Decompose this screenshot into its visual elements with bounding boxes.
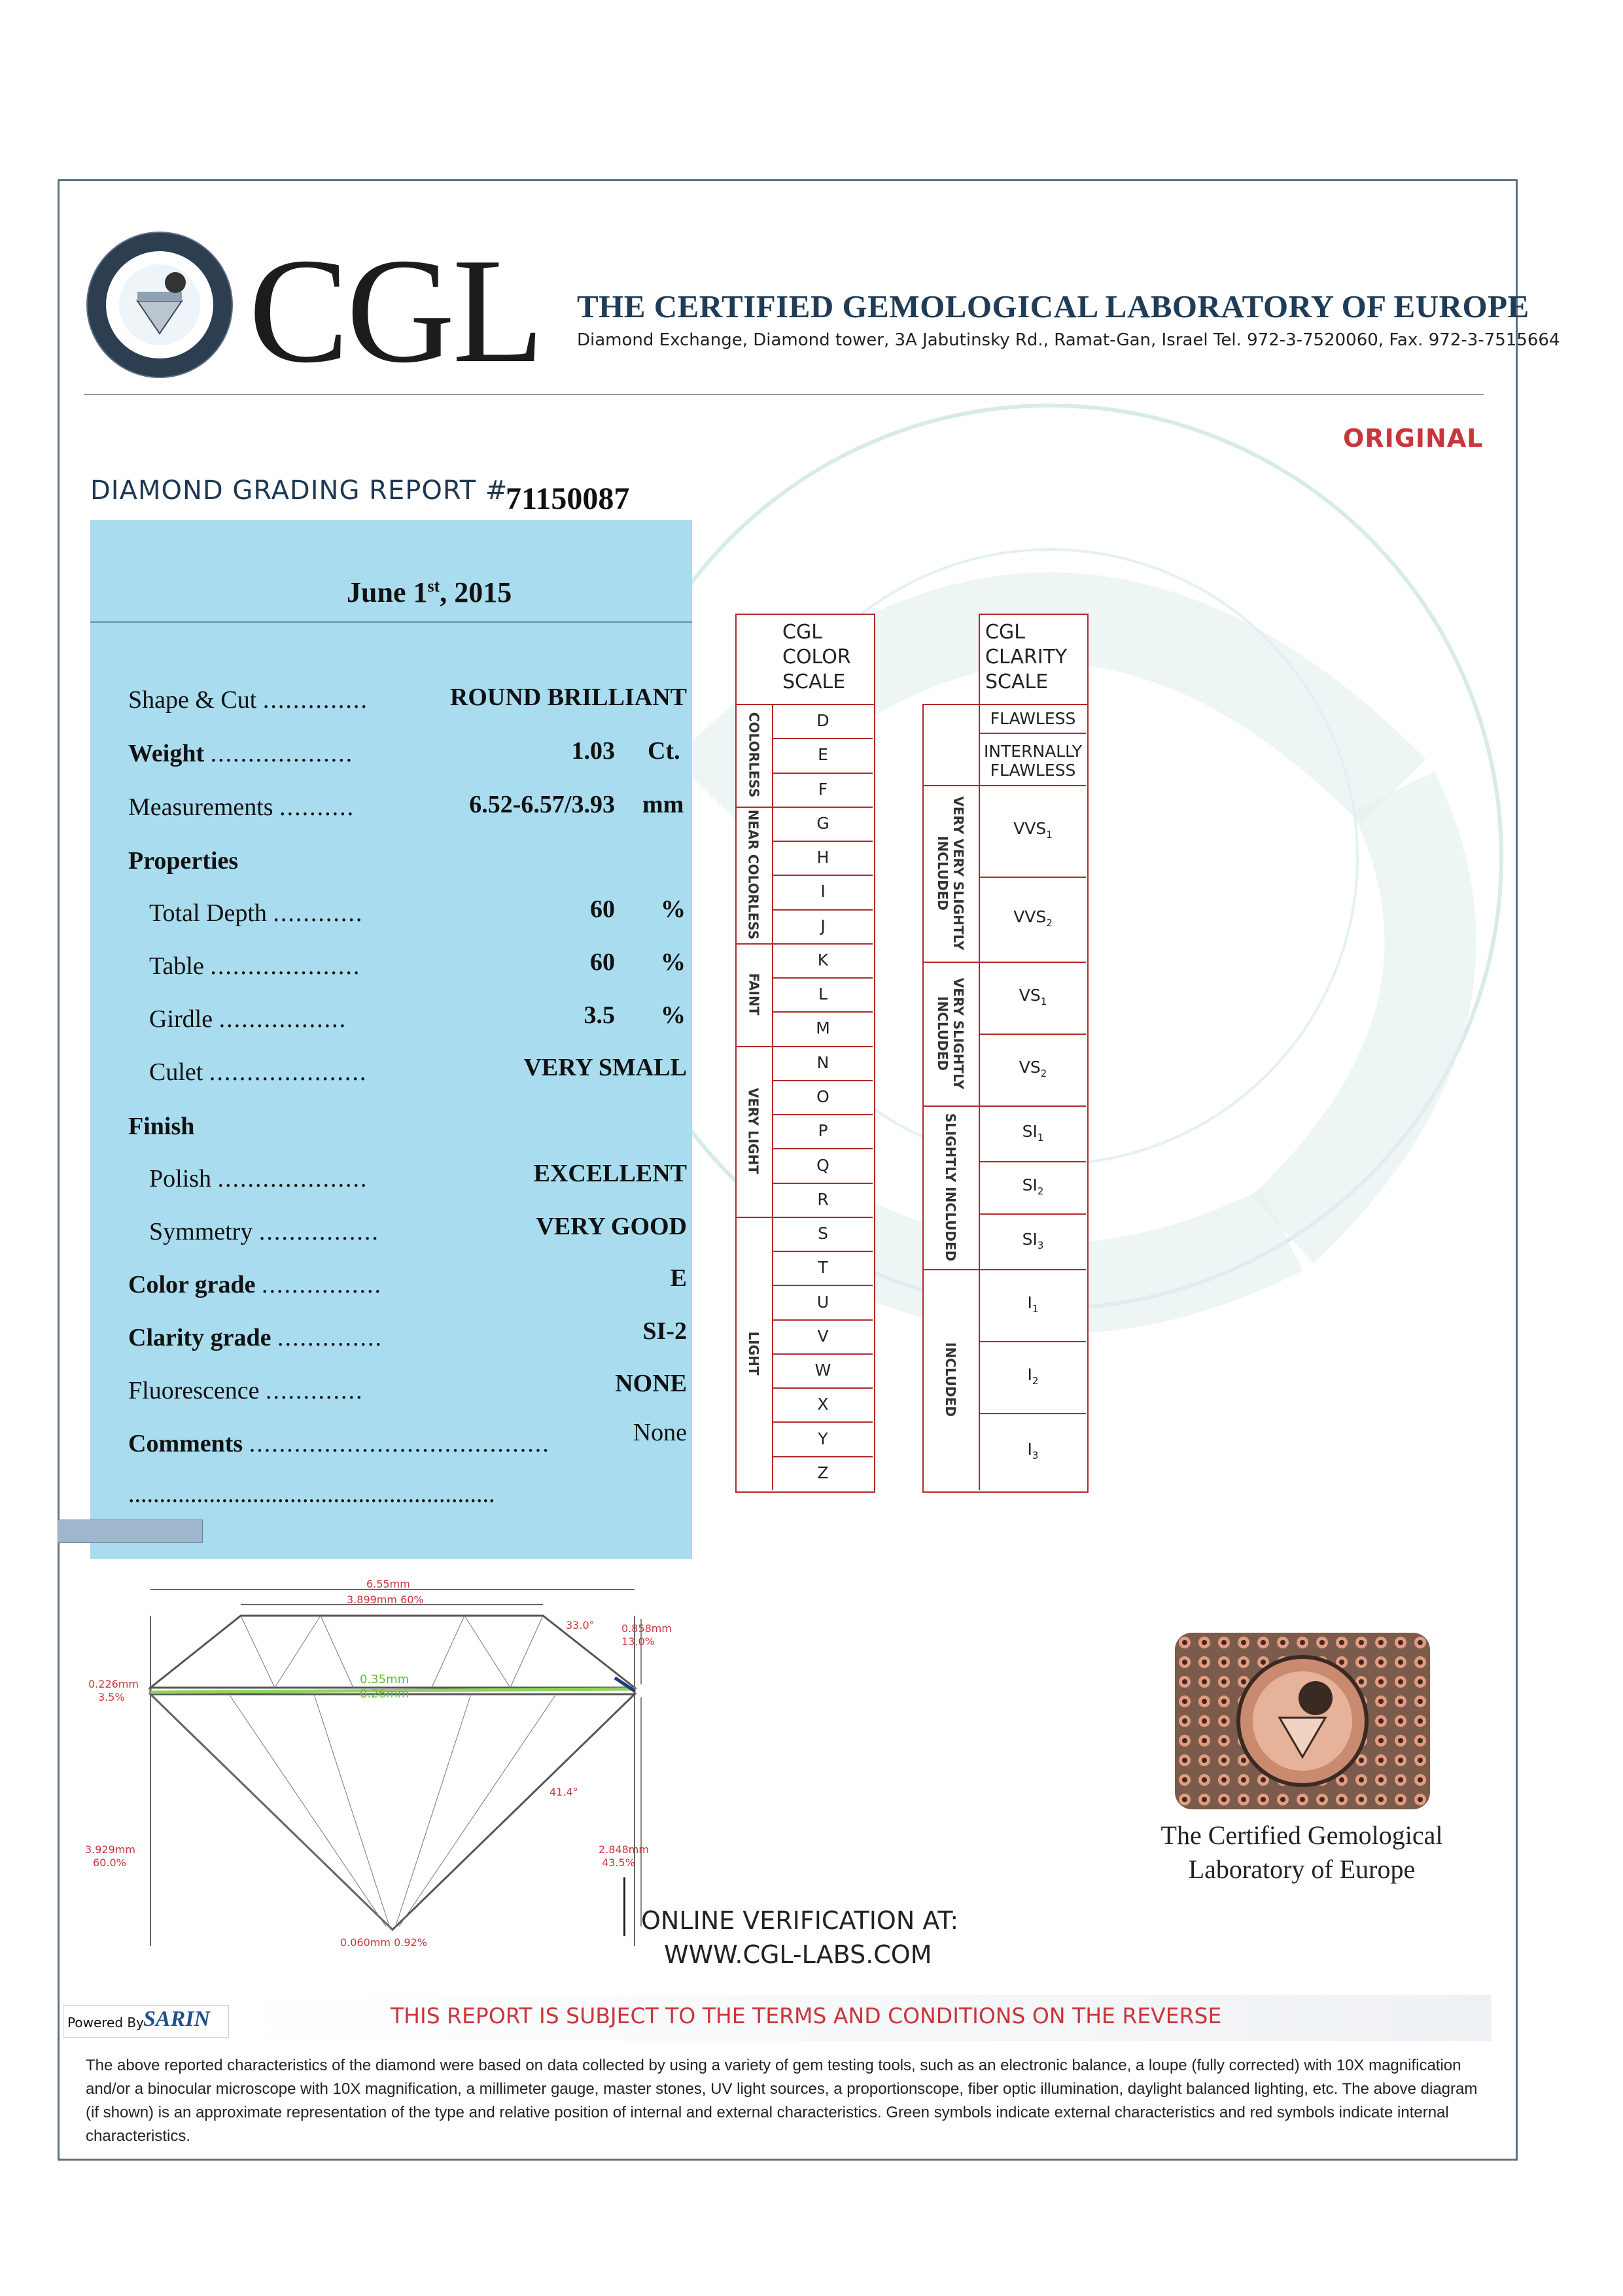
clarity-row-line: [979, 1341, 1086, 1342]
girdle-value: 3.5: [584, 1001, 615, 1029]
clarity-grade-cell: $VS_2$: [1019, 1058, 1047, 1079]
color-row-line: [772, 807, 873, 808]
clarity-grade-cell: $VVS_2$: [1013, 907, 1053, 929]
weight-label: Weight ...................: [128, 740, 354, 767]
color-group-label: NEAR COLORLESS: [745, 809, 761, 940]
terms-notice: THIS REPORT IS SUBJECT TO THE TERMS AND CONDITIONS ON THE REVERSE: [391, 2003, 1222, 2028]
clarity-group-label: INCLUDED: [943, 1342, 958, 1417]
measurements-label: Measurements ..........: [128, 793, 355, 821]
color-row-line: [772, 1046, 873, 1047]
clarity-scale-title: CGL CLARITY SCALE: [985, 621, 1068, 693]
depth-value: 60: [590, 896, 615, 923]
color-row-line: [772, 841, 873, 842]
clarity-row-line: [979, 1413, 1086, 1414]
girdle-mid-label: 0.35mm 0.26mm: [360, 1673, 410, 1701]
clarity-row-line: [979, 962, 1086, 963]
color-row-line: [772, 875, 873, 876]
clarity-group-label: VERY SLIGHTLY INCLUDED: [935, 977, 966, 1090]
fluorescence-value: NONE: [615, 1370, 687, 1397]
clarity-row-line: [979, 1161, 1086, 1162]
color-row-line: [772, 1319, 873, 1321]
comments-value: None: [633, 1419, 687, 1446]
crown-angle-label: 33.0°: [566, 1619, 595, 1631]
girdle-label: Girdle .................: [149, 1005, 347, 1033]
color-grade-cell: Y: [818, 1429, 828, 1448]
powered-by-sarin: Powered By SARIN: [63, 2005, 229, 2038]
color-grade-cell: U: [816, 1292, 829, 1312]
color-row-line: [772, 1285, 873, 1286]
color-row-line: [772, 1183, 873, 1184]
clarity-row-line: [979, 1034, 1086, 1035]
color-grade-cell: R: [817, 1189, 829, 1209]
color-grade-cell: E: [818, 745, 828, 765]
color-grade-value: E: [670, 1264, 687, 1292]
clarity-grade-cell: $SI_1$: [1022, 1121, 1044, 1143]
color-grade-cell: I: [820, 882, 826, 901]
color-row-line: [772, 977, 873, 979]
table-value: 60: [590, 948, 615, 976]
color-grade-cell: M: [816, 1018, 830, 1038]
color-group-label: LIGHT: [745, 1331, 761, 1376]
symmetry-value: VERY GOOD: [536, 1213, 687, 1240]
color-grade-cell: G: [816, 813, 829, 833]
clarity-row-line: [979, 733, 1086, 734]
color-row-line: [772, 1217, 873, 1218]
report-number: 71150087: [506, 481, 630, 516]
online-verification: ONLINE VERIFICATION AT: WWW.CGL-LABS.COM: [641, 1904, 958, 1972]
clarity-group-label: VERY VERY SLIGHTLY INCLUDED: [935, 796, 966, 950]
clarity-row-line: [979, 1269, 1086, 1270]
weight-value: 1.03: [571, 737, 615, 765]
color-grade-cell: Z: [817, 1463, 829, 1482]
measurements-unit: mm: [642, 791, 684, 818]
header-divider: [84, 394, 1484, 395]
original-stamp: ORIGINAL: [1343, 424, 1484, 453]
depth-label: Total Depth ............: [149, 899, 364, 927]
report-label: DIAMOND GRADING REPORT #: [90, 476, 508, 506]
polish-label: Polish ....................: [149, 1165, 368, 1192]
culet-label: Culet .....................: [149, 1058, 368, 1086]
clarity-grade-cell: $VVS_1$: [1013, 819, 1053, 841]
total-depth-label: 3.929mm 60.0%: [85, 1843, 135, 1869]
color-grade-cell: H: [816, 848, 829, 867]
date-divider: [90, 621, 692, 623]
lab-address: Diamond Exchange, Diamond tower, 3A Jabutinsky Rd., Ramat-Gan, Israel Tel. 972-3-7520060, Fax. 972-3-7515664: [577, 330, 1560, 350]
color-group-label: VERY LIGHT: [745, 1088, 761, 1175]
color-row-line: [772, 1148, 873, 1149]
cgl-wordmark: CGL: [249, 227, 542, 394]
finish-heading: Finish: [128, 1113, 195, 1140]
color-scale-title: CGL COLOR SCALE: [782, 621, 851, 693]
clarity-row-line: [979, 785, 1086, 786]
symmetry-label: Symmetry ................: [149, 1218, 379, 1245]
color-row-line: [772, 943, 873, 945]
color-grade-cell: K: [817, 950, 829, 969]
color-grade-cell: J: [820, 916, 826, 935]
measurements-value: 6.52-6.57/3.93: [469, 791, 615, 818]
clarity-row-line: [979, 877, 1086, 878]
shape-label: Shape & Cut ..............: [128, 686, 368, 714]
clarity-grade-label: Clarity grade ..............: [128, 1324, 383, 1351]
lab-name: THE CERTIFIED GEMOLOGICAL LABORATORY OF EUROPE: [577, 288, 1529, 324]
color-row-line: [772, 1353, 873, 1355]
clarity-grade-cell: $VS_1$: [1019, 986, 1047, 1007]
shape-value: ROUND BRILLIANT: [449, 684, 687, 711]
clarity-grade-cell: $I_2$: [1027, 1365, 1039, 1387]
pavilion-angle-label: 41.4°: [550, 1786, 578, 1798]
girdle-left-label: 0.226mm 3.5%: [88, 1678, 139, 1703]
crown-height-label: 0.858mm 13.0%: [621, 1622, 672, 1648]
culet-value: VERY SMALL: [523, 1054, 687, 1081]
clarity-row-line: [979, 1105, 1086, 1107]
depth-unit: %: [661, 896, 686, 923]
polish-value: EXCELLENT: [533, 1160, 687, 1187]
properties-heading: Properties: [128, 847, 239, 875]
comments-label: Comments ........................................: [128, 1430, 550, 1457]
color-grade-cell: T: [818, 1258, 828, 1278]
cgl-seal-logo: [84, 229, 236, 381]
clarity-group-label: SLIGHTLY INCLUDED: [943, 1113, 958, 1262]
fluorescence-label: Fluorescence .............: [128, 1377, 364, 1404]
color-grade-cell: F: [818, 779, 828, 799]
table-dim-label: 3.899mm 60%: [347, 1593, 424, 1606]
girdle-unit: %: [661, 1001, 686, 1029]
color-row-line: [772, 1421, 873, 1423]
color-grade-cell: W: [814, 1361, 831, 1380]
table-unit: %: [661, 948, 686, 976]
color-grade-cell: O: [816, 1087, 829, 1106]
clarity-grade-value: SI-2: [642, 1317, 687, 1345]
color-grade-cell: V: [817, 1326, 829, 1346]
color-grade-cell: N: [816, 1052, 829, 1072]
color-grade-cell: X: [817, 1395, 829, 1414]
color-grade-cell: D: [816, 711, 829, 731]
color-grade-cell: Q: [816, 1155, 829, 1175]
color-row-line: [772, 1114, 873, 1115]
color-row-line: [772, 738, 873, 739]
color-group-label: FAINT: [745, 973, 761, 1016]
color-row-line: [772, 909, 873, 911]
clarity-flawless: FLAWLESS: [990, 709, 1076, 728]
culet-dim-label: 0.060mm 0.92%: [340, 1936, 427, 1946]
clarity-internally-flawless: INTERNALLY FLAWLESS: [983, 742, 1083, 780]
color-row-line: [772, 1080, 873, 1081]
clarity-row-line: [979, 1213, 1086, 1215]
clarity-grade-cell: $I_3$: [1027, 1440, 1039, 1461]
comments-line: ...........................................................: [128, 1480, 495, 1508]
verification-url[interactable]: WWW.CGL-LABS.COM: [664, 1940, 932, 1969]
color-row-line: [772, 773, 873, 774]
table-label: Table ....................: [149, 952, 361, 980]
disclaimer-text: The above reported characteristics of the diamond were based on data collected by using a variety of gem testing tools, such as an electronic balance, a loupe (fully corrected) with 10X magnification and/or a binocular microscope with 10X magnification, a millimeter gauge, master stones, UV light sources, a proportionscope, fiber optic illumination, daylight balanced lighting, etc. The above diagram (if shown) is an approximate representation of the type and relative position of internal and external characteristics. Green symbols indicate external characteristics and red symbols indicate internal characteristics.: [86, 2057, 1478, 2145]
color-grade-cell: P: [818, 1121, 828, 1141]
verification-bar: [623, 1877, 625, 1936]
pavilion-depth-label: 2.848mm 43.5%: [599, 1843, 649, 1869]
color-row-line: [772, 1456, 873, 1457]
color-row-line: [772, 1387, 873, 1389]
proportion-diagram: [79, 1580, 693, 1946]
color-grade-cell: L: [818, 984, 828, 1004]
color-row-line: [772, 1251, 873, 1252]
color-grade-label: Color grade ................: [128, 1271, 383, 1298]
hologram-caption: The Certified Gemological Laboratory of Europe: [1161, 1820, 1443, 1884]
color-row-line: [772, 1011, 873, 1013]
clarity-grade-cell: $I_1$: [1027, 1293, 1039, 1315]
clarity-grade-cell: $SI_2$: [1022, 1175, 1044, 1197]
hologram-seal: [1175, 1633, 1430, 1809]
weight-unit: Ct.: [648, 737, 680, 765]
color-grade-cell: S: [818, 1224, 828, 1244]
clarity-grade-cell: $SI_3$: [1022, 1229, 1044, 1251]
color-group-label: COLORLESS: [745, 712, 761, 798]
diameter-label: 6.55mm: [366, 1580, 410, 1590]
report-date: June 1st, 2015: [347, 576, 512, 608]
sarin-toolbar-strip: [58, 1520, 203, 1543]
